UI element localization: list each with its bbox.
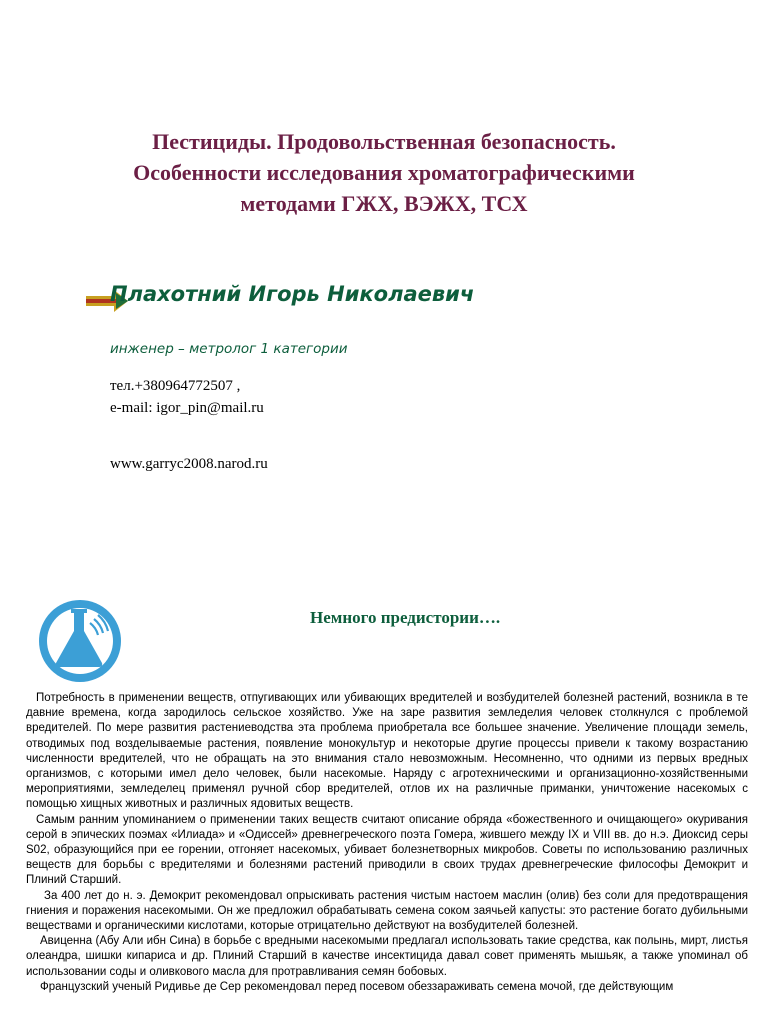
paragraph: Самым ранним упоминанием о применении таких веществ считают описание обряда «божественного и очищающего» окуривания серой в эпических поэмах «Илиада» и «Одиссей» древнегреческого поэта Гомера, жившего между IX и VIII вв. до н.э. Диоксид серы S02, образующийся при ее горении, отгоняет насекомых, убивает болезнетворных микробов. Советы по использованию различных веществ для борьбы с вредителями и болезнями растений приводили в своих трудах древнегреческие философы Демокрит и Плиний Старший.	[26, 813, 748, 887]
author-position: инженер – метролог 1 категории	[110, 341, 348, 357]
website-link[interactable]: www.garryc2008.narod.ru	[110, 456, 268, 472]
history-text	[26, 691, 748, 1024]
email-address: e-mail: igor_pin@mail.ru	[110, 400, 264, 416]
title-line-1: Пестициды. Продовольственная безопасность.	[152, 129, 616, 154]
paragraph: За 400 лет до н. э. Демокрит рекомендовал опрыскивать растения чистым настоем маслин (олив) без соли для предотвращения гниения и поражения насекомыми. Он же предложил обрабатывать семена соком заячьей капусты: это растение богато дубильными веществами и органическими кислотами, которые отрицательно действуют на возбудителей болезней.	[26, 889, 748, 933]
page-title	[0, 126, 768, 219]
paragraph: Авиценна (Абу Али ибн Сина) в борьбе с вредными насекомыми предлагал использовать такие средства, как полынь, мирт, листья олеандра, шишки кипариса и др. Плиний Старший в качестве инсектицида давал совет применять мышьяк, а также упоминал об использовании соды и оливкового масла для протравливания семян бобовых.	[26, 935, 748, 978]
author-name: Плахотний Игорь Николаевич	[110, 282, 475, 306]
phone-number: тел.+380964772507 ,	[110, 378, 241, 394]
paragraph: Французский ученый Ридивье де Сер рекомендовал перед посевом обеззараживать семена мочой, где действующим	[40, 980, 674, 993]
title-line-2: Особенности исследования хроматографическими	[133, 160, 635, 185]
title-line-3: методами ГЖХ, ВЭЖХ, ТСХ	[240, 191, 528, 216]
paragraph: Потребность в применении веществ, отпугивающих или убивающих вредителей и возбудителей болезней растений, возникла в те давние времена, когда зародилось сельское хозяйство. Уже на заре развития земледелия человек столкнулся с проблемой вредителей. По мере развития растениеводства эта проблема приобретала все большее значение. Увеличение площади земель, отводимых под возделываемые растения, появление монокультур и некоторые другие процессы привели к такому возрастанию численности вредителей, что не обращать на это внимания стало невозможным. Несомненно, что одними из первых вредных организмов, с которыми имел дело человек, были насекомые. Наряду с агротехническими и организационно-хозяйственными мероприятиями, земледелец применял ручной сбор вредителей, отлов их на различные приманки, уничтожение насекомых с помощью хищных животных и различных ядовитых веществ.	[26, 692, 748, 811]
section-heading: Немного предистории….	[310, 608, 501, 627]
flask-logo-icon	[38, 599, 122, 683]
